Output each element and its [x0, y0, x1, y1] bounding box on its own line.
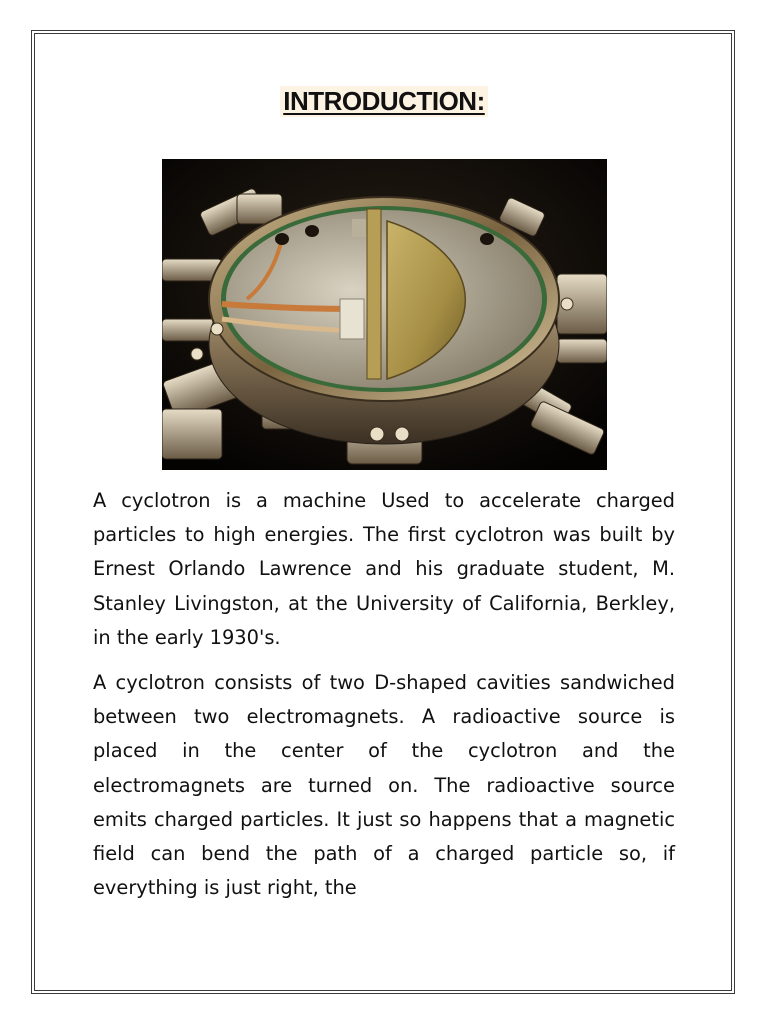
cyclotron-photo [162, 159, 607, 470]
page-title: INTRODUCTION: [280, 86, 487, 117]
heading-container [0, 86, 768, 117]
body-text [93, 484, 675, 916]
cyclotron-illustration [162, 159, 607, 470]
paragraph-1: A cyclotron is a machine Used to accelerate charged particles to high energies. The first cyclotron was built by Ernest Orlando Lawrence and his graduate student, M. Stanley Livingston, at the University of California, Berkley, in the early 1930's. [93, 489, 675, 649]
paragraph-2: A cyclotron consists of two D-shaped cavities sandwiched between two electromagnets. A radioactive source is placed in the center of the cyclotron and the electromagnets are turned on. The radioactive source emits charged particles. It just so happens that a magnetic field can bend the path of a charged particle so, if everything is just right, the [93, 671, 675, 900]
